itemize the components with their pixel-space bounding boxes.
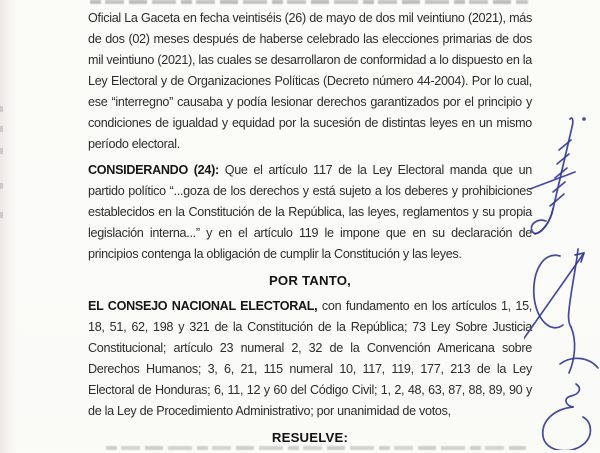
cne-label: EL CONSEJO NACIONAL ELECTORAL,: [88, 299, 318, 313]
paragraph-considerando-24: [88, 160, 532, 265]
scan-edge-mark: [0, 212, 3, 218]
scan-edge-mark: [0, 126, 3, 132]
scan-edge-mark: [0, 148, 3, 154]
considerando-24-text: Que el artículo 117 de la Ley Electoral manda que un partido político “...goza de los derechos y está sujeto a los deberes y prohibiciones establecidos en la Constitución de la República, las leyes, reglamentos y su propia legislación interna...” y en el artículo 119 le impone que en su declaración de principios contenga la obligación de cumplir la Constitución y las leyes.: [88, 163, 532, 261]
signature-rubric-1: [528, 103, 598, 243]
paragraph-gaceta: [88, 8, 532, 155]
scan-edge-mark: [0, 183, 3, 189]
considerando-24-label: CONSIDERANDO (24):: [88, 163, 219, 177]
scan-edge-mark: [0, 106, 3, 112]
por-tanto-heading: POR TANTO,: [268, 273, 352, 288]
clipped-text-bottom: [106, 446, 526, 450]
resuelve-heading: RESUELVE:: [271, 430, 349, 445]
cne-resolution-text: con fundamento en los artículos 1, 15, 18, 51, 62, 198 y 321 de la Constitución de la República; 73 Ley Sobre Justicia Constitucional; artículo 23 numeral 2, 32 de la Convención Americana sobre Derechos Humanos; 3, 6, 21, 115 numeral 10, 117, 119, 177, 213 de la Ley Electoral de Honduras; 6, 11, 12 y 60 del Código Civil; 1, 2, 48, 63, 87, 88, 89, 90 y de la Ley de Procedimiento Administrativo; por unanimidad de votos,: [88, 299, 532, 418]
document-text-block: [88, 0, 532, 453]
signature-rubric-3: [535, 356, 600, 450]
paragraph-gaceta-text: Oficial La Gaceta en fecha veintiséis (26) de mayo de dos mil veintiuno (2021), más de dos (02) meses después de haberse celebrado las elecciones primarias de dos mil veintiuno (2021), las cuales se desarrollaron de conformidad a lo dispuesto en la Ley Electoral y de Organizaciones Políticas (Decreto número 44-2004). Por lo cual, ese “interregno” causaba y podía lesionar derechos garantizados por el principio y condiciones de igualdad y equidad por la sucesión de distintas leyes en un mismo período electoral.: [88, 11, 532, 151]
paragraph-cne-resolution: [88, 296, 532, 422]
